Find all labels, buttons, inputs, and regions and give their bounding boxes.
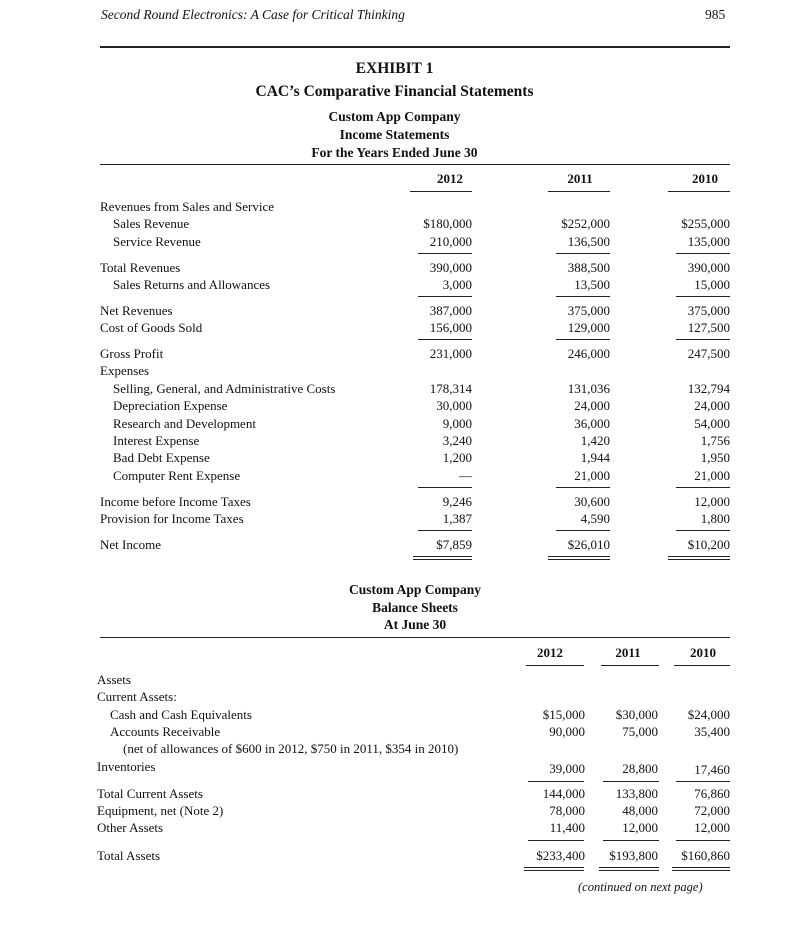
balance-row-label: Inventories	[97, 759, 156, 774]
total-double-rule	[672, 870, 730, 871]
total-double-rule	[599, 870, 659, 871]
continued-note: (continued on next page)	[578, 880, 703, 894]
income-cell: $180,000	[423, 216, 472, 231]
income-row-label: Sales Revenue	[113, 216, 190, 231]
income-cell: 1,756	[700, 433, 730, 448]
balance-cell: 78,000	[549, 803, 585, 818]
balance-cell: $160,860	[681, 848, 730, 863]
income-cell: $7,859	[436, 537, 472, 552]
income-cell: $10,200	[687, 537, 730, 552]
balance-cell: 12,000	[694, 820, 730, 835]
income-row-label: Sales Returns and Allowances	[113, 277, 271, 292]
subtotal-rule	[676, 781, 730, 782]
income-cell: 247,500	[687, 346, 730, 361]
subtotal-rule	[556, 487, 610, 488]
income-col-2010: 2010	[692, 171, 718, 186]
subtotal-rule	[556, 253, 610, 254]
balance-cell: $15,000	[542, 707, 585, 722]
subtotal-rule	[556, 296, 610, 297]
income-row-label: Bad Debt Expense	[113, 450, 210, 465]
income-cell: 9,246	[442, 494, 472, 509]
income-period: For the Years Ended June 30	[311, 145, 478, 160]
balance-cell: 17,460	[694, 762, 730, 777]
subtotal-rule	[603, 781, 659, 782]
balance-cell: 39,000	[549, 761, 585, 776]
total-double-rule	[599, 867, 659, 868]
income-row-label: Provision for Income Taxes	[100, 511, 244, 526]
income-cell: 24,000	[574, 398, 610, 413]
balance-col-2012: 2012	[537, 645, 563, 660]
income-cell: 375,000	[687, 303, 730, 318]
running-title: Second Round Electronics: A Case for Critical Thinking	[101, 7, 405, 22]
total-double-rule	[672, 867, 730, 868]
subtotal-rule	[418, 296, 472, 297]
subtotal-rule	[676, 253, 730, 254]
income-cell: 135,000	[687, 234, 730, 249]
col-underline	[548, 191, 610, 192]
balance-row-note: (net of allowances of $600 in 2012, $750 in 2011, $354 in 2010)	[123, 741, 459, 756]
income-cell: 231,000	[429, 346, 472, 361]
income-cell: 246,000	[567, 346, 610, 361]
total-double-rule	[548, 559, 610, 560]
income-cell: 388,500	[567, 260, 610, 275]
balance-row-label: Equipment, net (Note 2)	[97, 803, 224, 818]
balance-cell: 76,860	[694, 786, 730, 801]
balance-row-label: Accounts Receivable	[110, 724, 221, 739]
income-cell: 1,420	[580, 433, 610, 448]
income-cell: 131,036	[567, 381, 610, 396]
subtotal-rule	[676, 530, 730, 531]
income-cell: 13,500	[574, 277, 610, 292]
income-cell: $255,000	[681, 216, 730, 231]
income-statement-title: Income Statements	[339, 127, 450, 142]
income-cell: 3,240	[442, 433, 472, 448]
income-cell: 30,000	[436, 398, 472, 413]
balance-cell: $30,000	[615, 707, 658, 722]
balance-company: Custom App Company	[348, 582, 482, 597]
income-row-label: Interest Expense	[113, 433, 200, 448]
subtotal-rule	[556, 530, 610, 531]
balance-cell: 28,800	[622, 761, 658, 776]
col-underline	[674, 665, 730, 666]
balance-cell: 90,000	[549, 724, 585, 739]
income-cell: 21,000	[574, 468, 610, 483]
col-underline	[668, 191, 730, 192]
income-cell: 9,000	[442, 416, 472, 431]
income-row-label: Net Revenues	[100, 303, 173, 318]
income-row-label: Expenses	[100, 363, 150, 378]
subtotal-rule	[418, 530, 472, 531]
exhibit-title: CAC’s Comparative Financial Statements	[255, 83, 534, 100]
income-cell: 4,590	[580, 511, 610, 526]
income-row-label: Computer Rent Expense	[113, 468, 241, 483]
income-cell: 1,200	[442, 450, 472, 465]
income-cell: 3,000	[442, 277, 472, 292]
income-cell: 178,314	[429, 381, 472, 396]
col-underline	[601, 665, 659, 666]
total-double-rule	[524, 870, 584, 871]
subtotal-rule	[603, 840, 659, 841]
income-row-label: Cost of Goods Sold	[100, 320, 203, 335]
income-cell: 15,000	[694, 277, 730, 292]
exhibit-label: EXHIBIT 1	[355, 60, 434, 77]
subtotal-rule	[528, 781, 584, 782]
balance-cell: 11,400	[549, 820, 585, 835]
balance-cell: 75,000	[622, 724, 658, 739]
income-cell: 390,000	[429, 260, 472, 275]
balance-cell: 48,000	[622, 803, 658, 818]
total-double-rule	[413, 556, 472, 557]
balance-cell: $193,800	[609, 848, 658, 863]
balance-cell: $233,400	[536, 848, 585, 863]
income-row-label: Net Income	[100, 537, 162, 552]
subtotal-rule	[556, 339, 610, 340]
balance-cell: 72,000	[694, 803, 730, 818]
income-cell: 1,387	[442, 511, 472, 526]
income-header-rule	[100, 164, 730, 165]
balance-cell: $24,000	[687, 707, 730, 722]
income-cell: $26,010	[567, 537, 610, 552]
balance-row-label: Total Current Assets	[97, 786, 203, 801]
income-cell: 1,800	[700, 511, 730, 526]
subtotal-rule	[676, 840, 730, 841]
total-double-rule	[668, 559, 730, 560]
balance-row-label: Current Assets:	[97, 689, 177, 704]
income-cell: 24,000	[694, 398, 730, 413]
income-row-label: Depreciation Expense	[113, 398, 228, 413]
balance-col-2011: 2011	[615, 645, 641, 660]
income-cell: 12,000	[694, 494, 730, 509]
balance-period: At June 30	[383, 617, 447, 632]
income-cell: 36,000	[574, 416, 610, 431]
income-cell: 1,950	[700, 450, 730, 465]
subtotal-rule	[528, 840, 584, 841]
subtotal-rule	[418, 253, 472, 254]
income-cell: 129,000	[567, 320, 610, 335]
income-company: Custom App Company	[328, 109, 461, 124]
subtotal-rule	[676, 487, 730, 488]
income-row-label: Gross Profit	[100, 346, 164, 361]
income-cell: 127,500	[687, 320, 730, 335]
balance-row-label: Total Assets	[97, 848, 161, 863]
balance-col-2010: 2010	[690, 645, 716, 660]
balance-cell: 12,000	[622, 820, 658, 835]
total-double-rule	[548, 556, 610, 557]
income-row-label: Revenues from Sales and Service	[100, 199, 275, 214]
income-cell: 387,000	[429, 303, 472, 318]
balance-row-label: Cash and Cash Equivalents	[110, 707, 252, 722]
top-rule	[100, 46, 730, 48]
income-cell: 132,794	[687, 381, 730, 396]
income-cell: 54,000	[694, 416, 730, 431]
income-row-label: Selling, General, and Administrative Costs	[113, 381, 336, 396]
income-row-label: Income before Income Taxes	[100, 494, 251, 509]
balance-row-label: Other Assets	[97, 820, 164, 835]
total-double-rule	[524, 867, 584, 868]
col-underline	[410, 191, 472, 192]
income-cell: 210,000	[429, 234, 472, 249]
income-cell: 390,000	[687, 260, 730, 275]
income-cell: 136,500	[567, 234, 610, 249]
subtotal-rule	[676, 296, 730, 297]
income-col-2011: 2011	[567, 171, 593, 186]
total-double-rule	[413, 559, 472, 560]
income-cell: 375,000	[567, 303, 610, 318]
income-col-2012: 2012	[437, 171, 463, 186]
subtotal-rule	[676, 339, 730, 340]
income-cell: 1,944	[580, 450, 610, 465]
income-row-label: Service Revenue	[113, 234, 201, 249]
page-number: 985	[705, 7, 726, 22]
balance-cell: 133,800	[615, 786, 658, 801]
balance-row-label: Assets	[97, 672, 131, 687]
income-cell: 30,600	[574, 494, 610, 509]
income-cell: 21,000	[694, 468, 730, 483]
subtotal-rule	[418, 339, 472, 340]
col-underline	[526, 665, 584, 666]
income-row-label: Total Revenues	[100, 260, 181, 275]
balance-cell: 35,400	[694, 724, 730, 739]
income-cell: $252,000	[561, 216, 610, 231]
income-cell: 156,000	[429, 320, 472, 335]
balance-header-rule	[100, 637, 730, 638]
income-row-label: Research and Development	[113, 416, 256, 431]
balance-statement-title: Balance Sheets	[372, 600, 458, 615]
total-double-rule	[668, 556, 730, 557]
balance-cell: 144,000	[542, 786, 585, 801]
subtotal-rule	[418, 487, 472, 488]
income-cell: —	[459, 468, 472, 483]
